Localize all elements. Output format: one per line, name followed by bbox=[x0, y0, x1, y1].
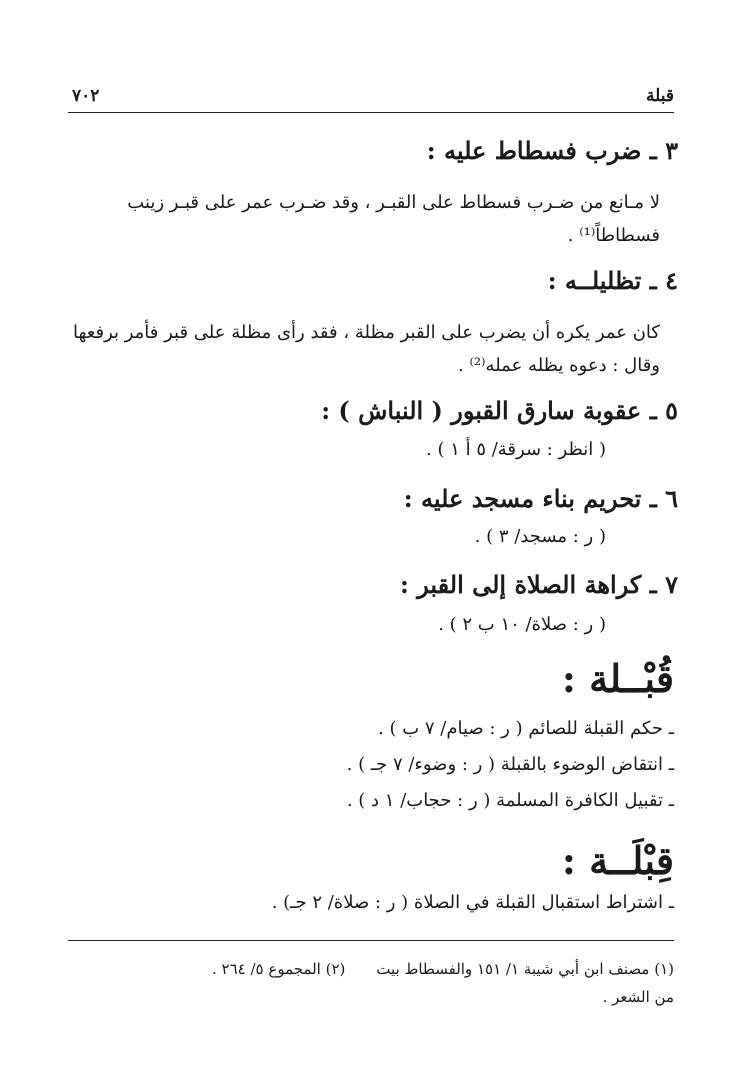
footnote-2: (٢) المجموع ٥/ ٢٦٤ . bbox=[212, 960, 346, 978]
section-7-heading: ٧ ـ كراهة الصلاة إلى القبر : bbox=[399, 570, 678, 599]
entry-qibla-item-1: ـ اشتراط استقبال القبلة في الصلاة ( ر : صلاة/ ٢ جـ) . bbox=[271, 892, 674, 913]
footnote-1-line-1: (١) مصنف ابن أبي شيبة ١/ ١٥١ والفسطاط بيت bbox=[376, 960, 674, 978]
section-3-heading: ٣ ـ ضرب فسطاط عليه : bbox=[426, 136, 678, 165]
section-4-line-2: وقال : دعوه يظله عمله⁽²⁾ . bbox=[458, 355, 660, 376]
section-3-line-2: فسطاطاً⁽¹⁾ . bbox=[567, 225, 660, 246]
section-7-reference: ( ر : صلاة/ ١٠ ب ٢ ) . bbox=[438, 614, 606, 635]
section-4-line-1: كان عمر يكره أن يضرب على القبر مظلة ، فقد رأى مظلة على قبر فأمر برفعها bbox=[73, 322, 660, 343]
entry-qubla-item-2: ـ انتقاض الوضوء بالقبلة ( ر : وضوء/ ٧ جـ ) . bbox=[346, 754, 674, 775]
section-6-reference: ( ر : مسجد/ ٣ ) . bbox=[474, 526, 606, 547]
page-number: ٧٠٢ bbox=[72, 86, 100, 106]
entry-qibla-title: قِبْلَــة : bbox=[561, 838, 674, 883]
footnote-rule bbox=[68, 940, 674, 941]
footnote-1-line-2: من الشعر . bbox=[602, 988, 674, 1006]
running-header-title: قبلة bbox=[646, 86, 674, 106]
section-3-line-1: لا مـانع من ضـرب فسطاط على القبـر ، وقد ضـرب عمر على قبـر زينب bbox=[127, 192, 660, 213]
header-rule bbox=[68, 112, 674, 113]
section-4-heading: ٤ ـ تظليلــه : bbox=[547, 266, 678, 295]
section-5-heading: ٥ ـ عقوبة سارق القبور ( النباش ) : bbox=[321, 396, 678, 425]
section-5-reference: ( انظر : سرقة/ ٥ أ ١ ) . bbox=[426, 439, 606, 460]
section-6-heading: ٦ ـ تحريم بناء مسجد عليه : bbox=[403, 484, 678, 513]
entry-qubla-item-3: ـ تقبيل الكافرة المسلمة ( ر : حجاب/ ١ د ) . bbox=[346, 790, 674, 811]
entry-qubla-item-1: ـ حكم القبلة للصائم ( ر : صيام/ ٧ ب ) . bbox=[378, 718, 674, 739]
entry-qubla-title: قُبْــلة : bbox=[561, 656, 674, 701]
